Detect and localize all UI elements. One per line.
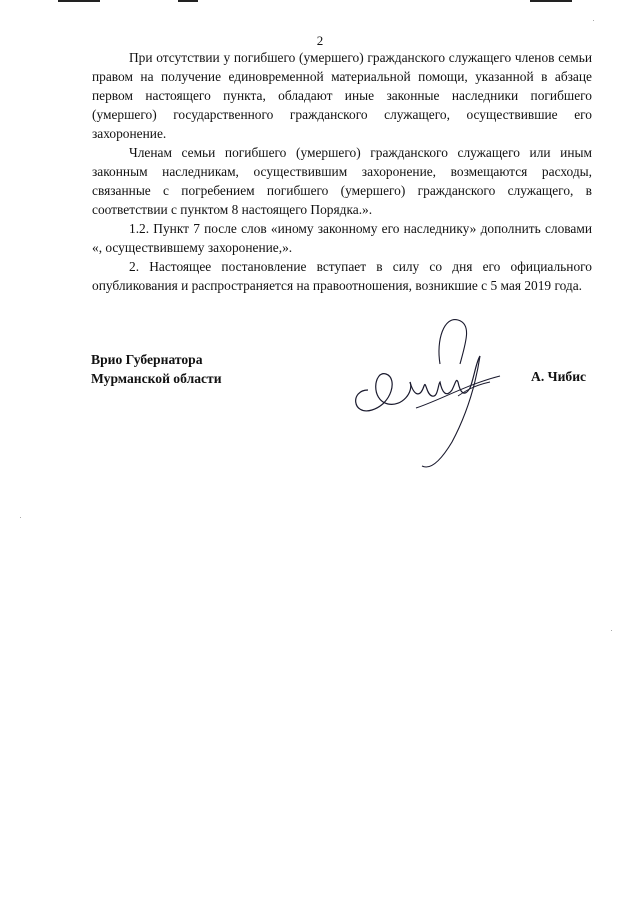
- signatory-title: [91, 350, 222, 388]
- scan-speck: [593, 20, 594, 21]
- paragraph-4: 2. Настоящее постановление вступает в силу со дня его официального опубликования и распространяется на правоотношения, возникшие с 5 мая 2019 года.: [92, 259, 592, 293]
- scan-artifact: [530, 0, 572, 2]
- paragraph-3: 1.2. Пункт 7 после слов «иному законному его наследнику» дополнить словами «, осуществившему захоронение,».: [92, 221, 592, 255]
- body-text: [92, 48, 592, 295]
- paragraph-2: Членам семьи погибшего (умершего) гражданского служащего или иным законным наследникам, осуществившим захоронение, возмещаются расходы, связанные с погребением погибшего (умершего) гражданского служащего, в соответствии с пунктом 8 настоящего Порядка.».: [92, 145, 592, 217]
- signatory-title-line2: Мурманской области: [91, 371, 222, 386]
- page-number: 2: [316, 33, 324, 48]
- scan-artifact: [58, 0, 100, 2]
- signatory-name: А. Чибис: [531, 369, 587, 384]
- scan-artifact: [178, 0, 198, 2]
- scan-speck: [20, 517, 21, 518]
- scan-speck: [611, 630, 612, 631]
- signatory-title-line1: Врио Губернатора: [91, 352, 203, 367]
- handwritten-signature: [340, 312, 520, 472]
- paragraph-1: При отсутствии у погибшего (умершего) гражданского служащего членов семьи правом на получение единовременной материальной помощи, указанной в абзаце первом настоящего пункта, обладают иные законные наследники погибшего (умершего) государственного гражданского служащего, осуществившие его захоронение.: [92, 50, 592, 141]
